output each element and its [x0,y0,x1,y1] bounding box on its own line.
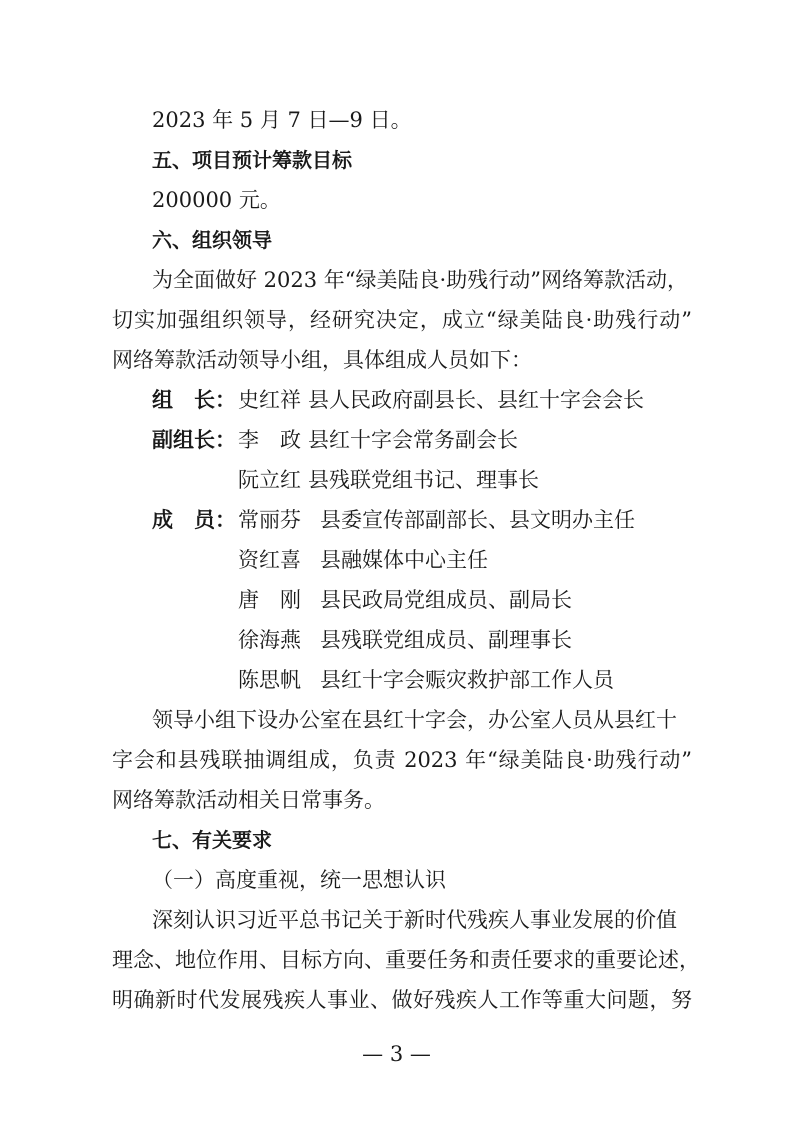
role-label-head: 组 长： [152,388,236,412]
member-title: 县民政局党组成员、副局长 [320,588,572,612]
member-title: 县红十字会赈灾救护部工作人员 [320,668,614,692]
subsection-heading: （一）高度重视，统一思想认识 [152,868,446,892]
paragraph-line: 网络筹款活动相关日常事务。 [112,788,385,812]
target-amount: 200000 元。 [152,188,281,212]
paragraph-line: 字会和县残联抽调组成，负责 2023 年“绿美陆良·助残行动” [112,748,692,772]
member-title: 县残联党组成员、副理事长 [320,628,572,652]
member-title: 县人民政府副县长、县红十字会会长 [308,388,644,412]
member-title: 县红十字会常务副会长 [308,428,518,452]
member-title: 县委宣传部副部长、县文明办主任 [320,508,635,532]
member-title: 县残联党组书记、理事长 [308,468,539,492]
section-heading-5: 五、项目预计筹款目标 [152,148,352,172]
deputy-row [238,466,539,494]
member-name: 资红喜 [238,548,301,572]
paragraph-line: 深刻认识习近平总书记关于新时代残疾人事业发展的价值 [152,908,677,932]
paragraph-line: 领导小组下设办公室在县红十字会，办公室人员从县红十 [152,708,677,732]
paragraph-line: 理念、地位作用、目标方向、重要任务和责任要求的重要论述， [112,948,700,972]
member-name: 唐 刚 [238,588,301,612]
date-line: 2023 年 5 月 7 日—9 日。 [152,108,412,132]
member-name: 李 政 [238,428,301,452]
member-row [238,586,572,614]
leader-row [152,386,644,414]
member-name: 史红祥 [238,388,301,412]
member-name: 陈思帆 [238,668,301,692]
paragraph-line: 为全面做好 2023 年“绿美陆良·助残行动”网络筹款活动， [152,268,688,292]
deputy-row [152,426,518,454]
member-row [238,626,572,654]
section-heading-6: 六、组织领导 [152,228,272,252]
paragraph-line: 网络筹款活动领导小组，具体组成人员如下： [112,348,532,372]
paragraph-line: 切实加强组织领导，经研究决定，成立“绿美陆良·助残行动” [112,308,692,332]
member-name: 徐海燕 [238,628,301,652]
role-label-member: 成 员： [152,508,236,532]
member-row [238,666,614,694]
section-heading-7: 七、有关要求 [152,828,272,852]
member-row [152,506,635,534]
member-row [238,546,488,574]
page-number: — 3 — [362,1042,431,1066]
paragraph-line: 明确新时代发展残疾人事业、做好残疾人工作等重大问题，努 [112,988,692,1012]
member-title: 县融媒体中心主任 [320,548,488,572]
member-name: 常丽芬 [238,508,301,532]
member-name: 阮立红 [238,468,301,492]
role-label-deputy: 副组长： [152,428,236,452]
